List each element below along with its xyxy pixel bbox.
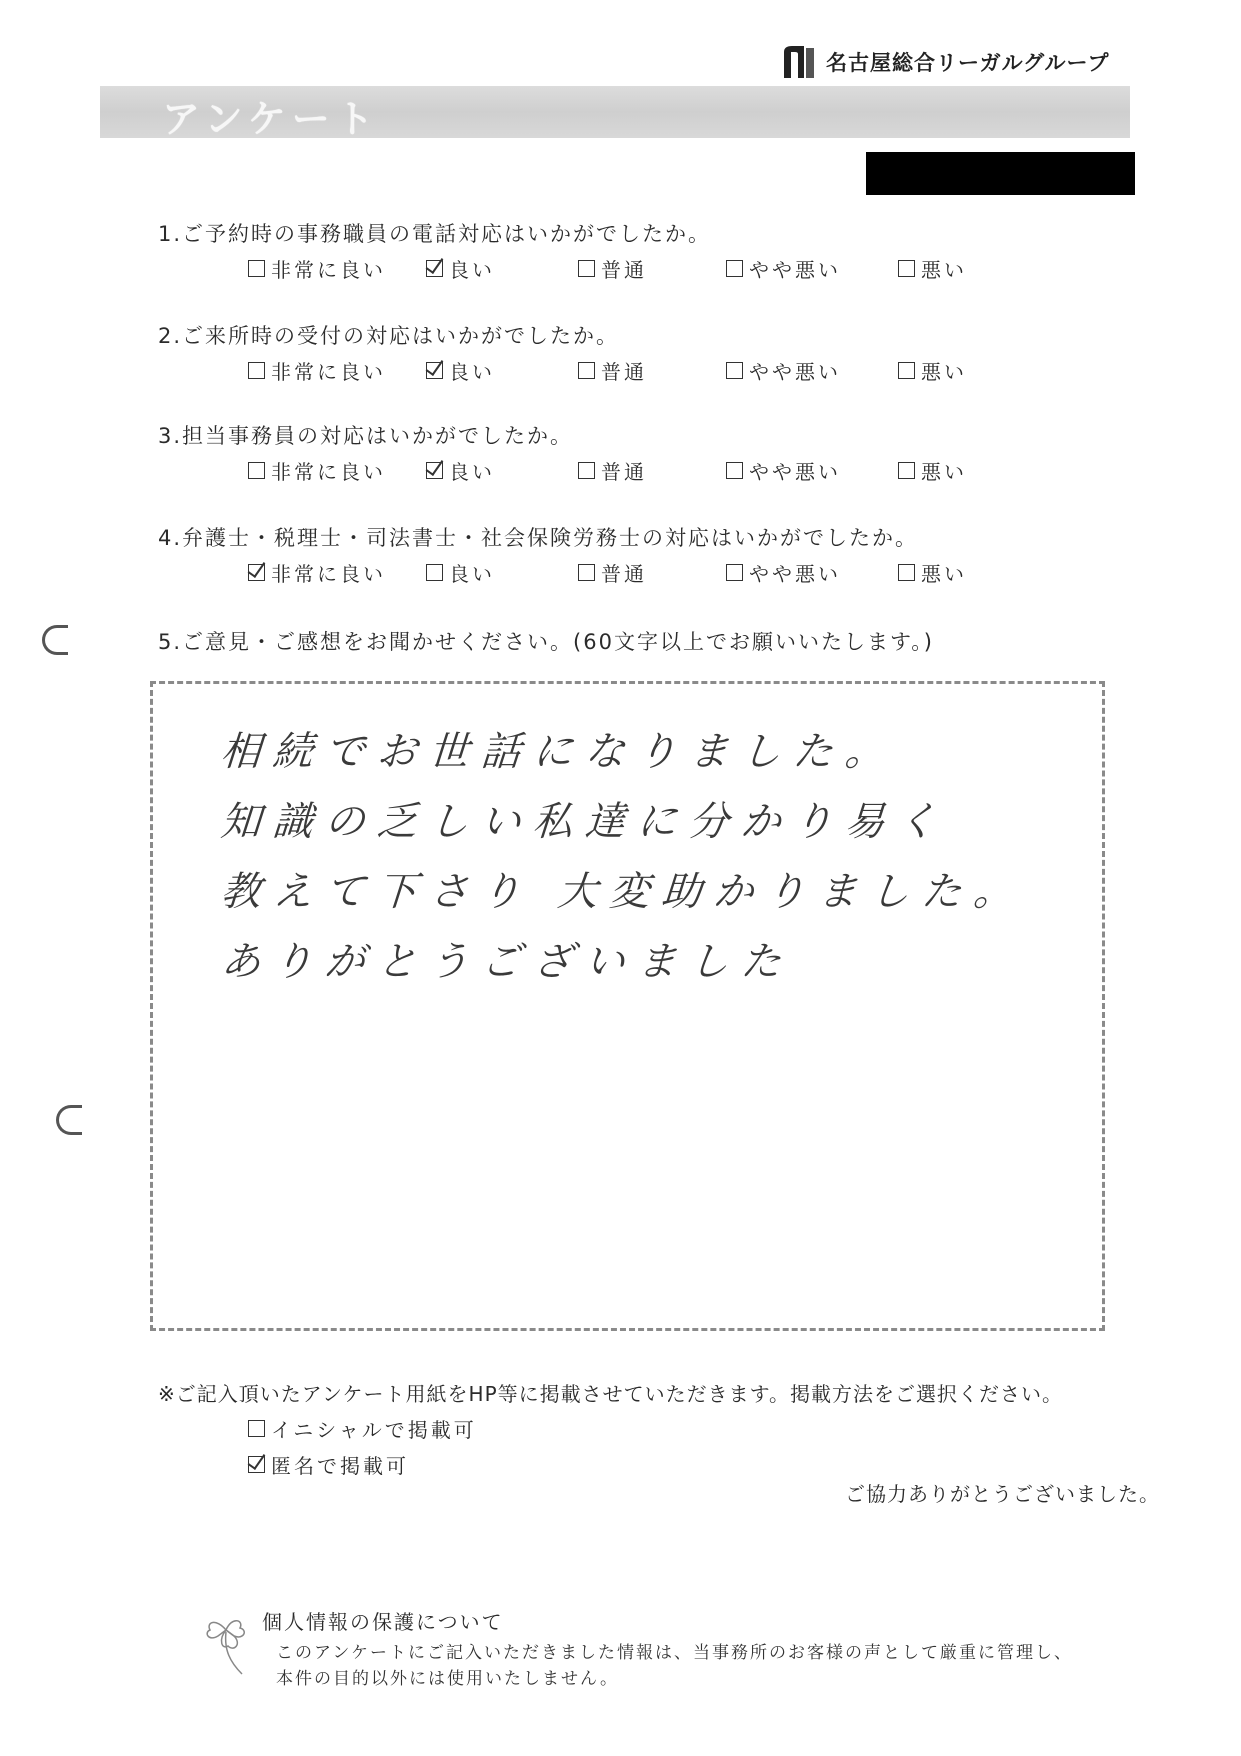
option-label: 良い [449, 562, 495, 586]
option-2[interactable] [426, 558, 495, 587]
option-label: 悪い [921, 258, 967, 282]
checkbox[interactable] [898, 260, 915, 277]
checkbox[interactable] [426, 462, 443, 479]
privacy-text: 本件の目的以外には使用いたしません。 [276, 1669, 620, 1689]
checkbox[interactable] [726, 462, 743, 479]
option-4[interactable] [726, 456, 841, 485]
option-1[interactable] [248, 558, 386, 587]
checkbox[interactable] [578, 362, 595, 379]
checkbox[interactable] [898, 564, 915, 581]
option-3[interactable] [578, 356, 647, 385]
checkbox[interactable] [578, 564, 595, 581]
checkbox[interactable] [248, 1456, 265, 1473]
handwritten-line: 相続でお世話になりました。 [219, 729, 899, 775]
option-1[interactable] [248, 356, 386, 385]
handwritten-line: 知識の乏しい私達に分かり易く [219, 799, 951, 845]
option-5[interactable] [898, 356, 967, 385]
title-band [100, 86, 1130, 141]
binder-hole-mark [42, 625, 68, 655]
option-2[interactable] [426, 456, 495, 485]
option-5[interactable] [898, 254, 967, 283]
option-5[interactable] [898, 558, 967, 587]
checkbox[interactable] [726, 260, 743, 277]
option-label: 非常に良い [271, 562, 386, 586]
option-label: 普通 [601, 562, 647, 586]
comment-box [150, 681, 1105, 1331]
page-title: アンケート [162, 97, 380, 141]
publication-option-label: イニシャルで掲載可 [271, 1418, 477, 1442]
publication-note: ※ご記入頂いたアンケート用紙をHP等に掲載させていただきます。掲載方法をご選択ください。 [158, 1382, 1064, 1406]
option-label: 普通 [601, 360, 647, 384]
publication-option-label: 匿名で掲載可 [271, 1454, 409, 1478]
checkbox[interactable] [898, 462, 915, 479]
option-label: 悪い [921, 460, 967, 484]
publication-option-initials[interactable] [248, 1414, 477, 1443]
option-1[interactable] [248, 456, 386, 485]
question-1: 1.ご予約時の事務職員の電話対応はいかがでしたか。 [158, 222, 712, 246]
checkbox[interactable] [898, 362, 915, 379]
option-4[interactable] [726, 254, 841, 283]
option-label: やや悪い [749, 562, 841, 586]
checkbox[interactable] [578, 260, 595, 277]
option-4[interactable] [726, 558, 841, 587]
option-3[interactable] [578, 254, 647, 283]
option-label: 良い [449, 460, 495, 484]
brand [782, 44, 1109, 80]
checkbox[interactable] [426, 564, 443, 581]
checkbox[interactable] [248, 564, 265, 581]
checkbox[interactable] [248, 1420, 265, 1437]
option-label: やや悪い [749, 360, 841, 384]
question-5: 5.ご意見・ご感想をお聞かせください。(60文字以上でお願いいたします。) [158, 630, 934, 654]
option-label: 普通 [601, 460, 647, 484]
question-2: 2.ご来所時の受付の対応はいかがでしたか。 [158, 324, 620, 348]
option-label: 普通 [601, 258, 647, 282]
thanks-text: ご協力ありがとうございました。 [845, 1482, 1160, 1506]
checkbox[interactable] [726, 362, 743, 379]
checkbox[interactable] [426, 260, 443, 277]
option-5[interactable] [898, 456, 967, 485]
handwritten-line: 教えて下さり 大変助かりました。 [219, 869, 1028, 915]
option-label: 悪い [921, 360, 967, 384]
brand-name: 名古屋総合リーガルグループ [826, 51, 1110, 75]
option-2[interactable] [426, 254, 495, 283]
privacy-title: 個人情報の保護について [262, 1610, 504, 1634]
redaction-bar [866, 152, 1135, 195]
option-label: 非常に良い [271, 360, 386, 384]
checkbox[interactable] [578, 462, 595, 479]
option-label: やや悪い [749, 258, 841, 282]
option-label: 非常に良い [271, 460, 386, 484]
publication-option-anonymous[interactable] [248, 1450, 409, 1479]
brand-logo-icon [782, 44, 816, 80]
binder-hole-mark [56, 1105, 82, 1135]
option-3[interactable] [578, 558, 647, 587]
checkbox[interactable] [426, 362, 443, 379]
option-label: 良い [449, 360, 495, 384]
option-label: やや悪い [749, 460, 841, 484]
clover-icon [196, 1600, 256, 1680]
option-label: 悪い [921, 562, 967, 586]
checkbox[interactable] [248, 362, 265, 379]
checkbox[interactable] [248, 462, 265, 479]
option-4[interactable] [726, 356, 841, 385]
privacy-text: このアンケートにご記入いただきました情報は、当事務所のお客様の声として厳重に管理し、 [276, 1643, 1073, 1663]
option-2[interactable] [426, 356, 495, 385]
checkbox[interactable] [726, 564, 743, 581]
option-1[interactable] [248, 254, 386, 283]
option-label: 良い [449, 258, 495, 282]
question-3: 3.担当事務員の対応はいかがでしたか。 [158, 424, 574, 448]
question-4: 4.弁護士・税理士・司法書士・社会保険労務士の対応はいかがでしたか。 [158, 526, 919, 550]
checkbox[interactable] [248, 260, 265, 277]
handwritten-line: ありがとうございました [219, 939, 795, 985]
option-3[interactable] [578, 456, 647, 485]
option-label: 非常に良い [271, 258, 386, 282]
